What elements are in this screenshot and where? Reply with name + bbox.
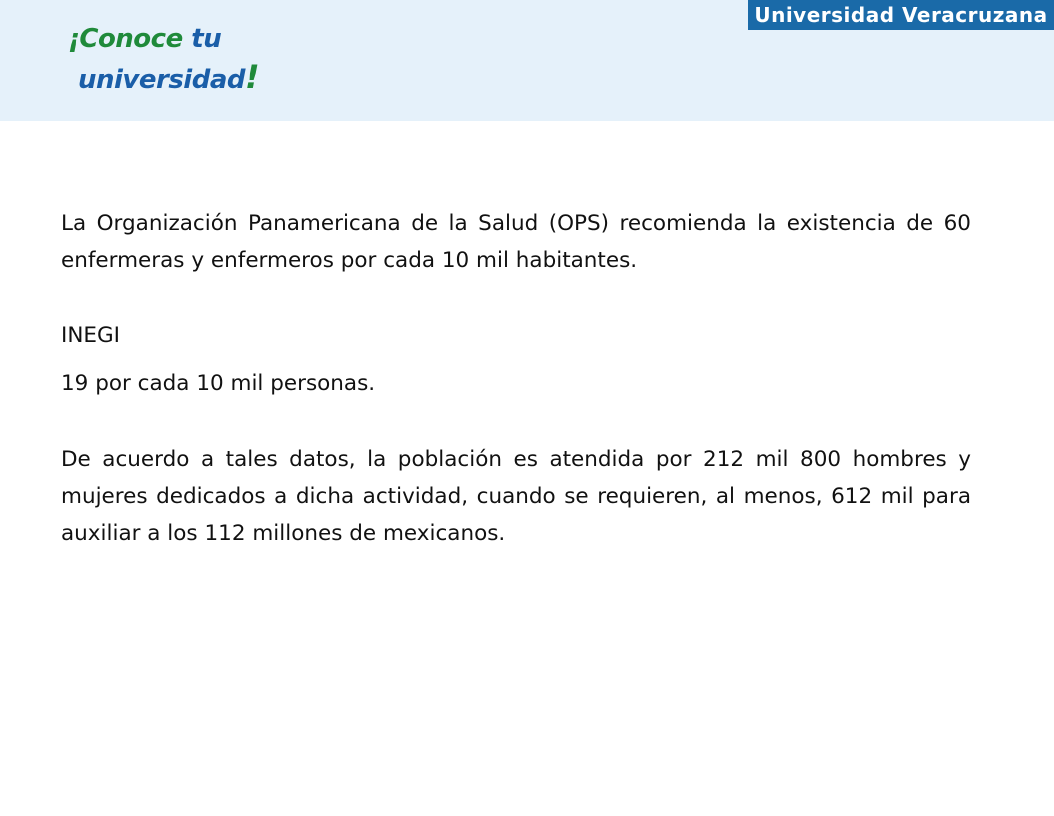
universidad-veracruzana-brand: Universidad Veracruzana <box>748 0 1054 30</box>
inegi-label: INEGI <box>61 323 121 348</box>
conoce-tu-universidad-logo <box>68 24 298 98</box>
logo-line-1 <box>68 24 221 54</box>
logo-universidad-text: universidad <box>78 65 245 95</box>
header-banner <box>0 0 1054 121</box>
logo-conoce-text: ¡Conoce <box>68 24 192 54</box>
inegi-ratio-text: 19 por cada 10 mil personas. <box>61 371 376 396</box>
logo-exclamation: ! <box>245 58 260 96</box>
logo-line-2 <box>78 58 259 96</box>
logo-tu-text: tu <box>191 24 222 54</box>
slide-content <box>61 205 971 552</box>
population-data-paragraph: De acuerdo a tales datos, la población es atendida por 212 mil 800 hombres y mujeres dedicados a dicha actividad, cuando se requieren, al menos, 612 mil para auxiliar a los 112 millones de mexicanos. <box>61 447 971 546</box>
ops-recommendation-paragraph: La Organización Panamericana de la Salud (OPS) recomienda la existencia de 60 enfermeras y enfermeros por cada 10 mil habitantes. <box>61 211 971 273</box>
